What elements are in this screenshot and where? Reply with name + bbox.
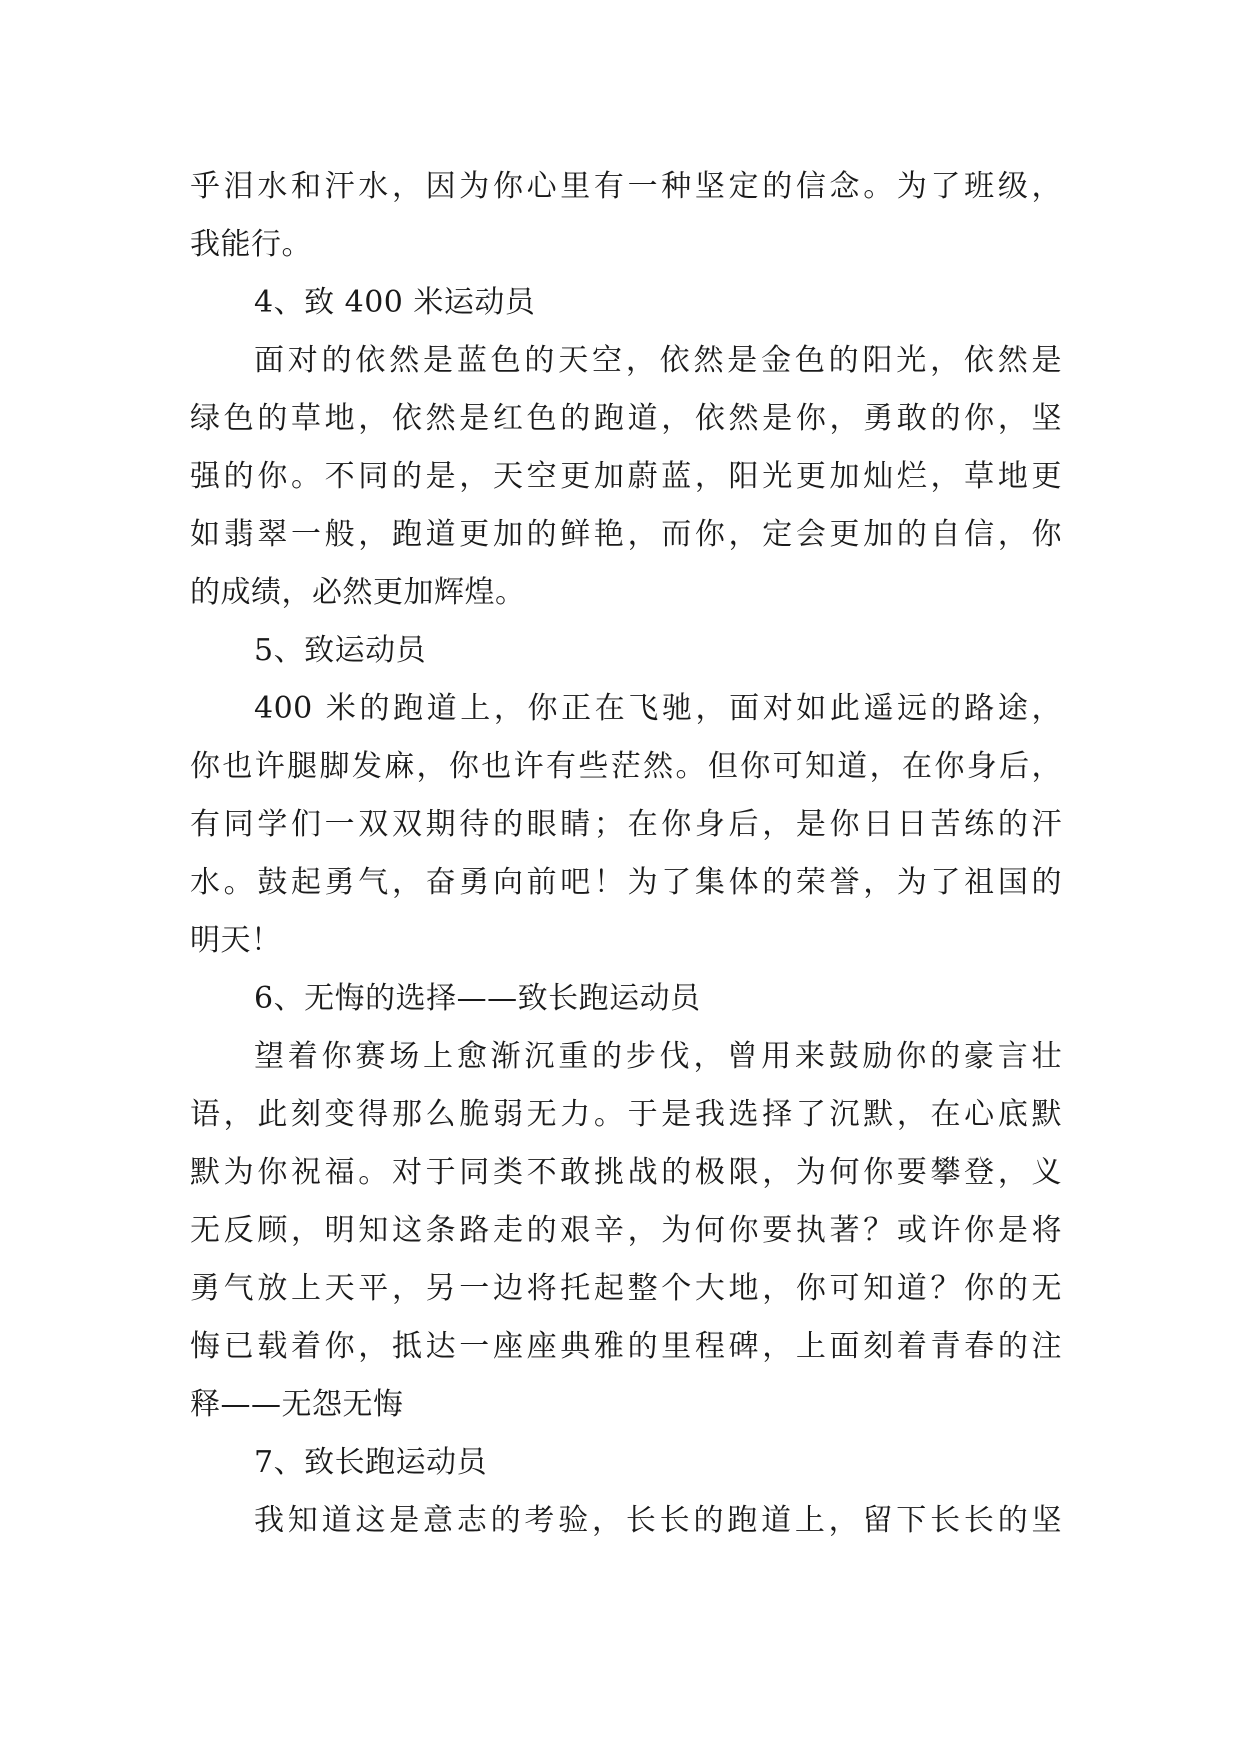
text-line: 面对的依然是蓝色的天空，依然是金色的阳光，依然是	[254, 343, 1062, 378]
text-line: 的成绩，必然更加辉煌。	[190, 575, 526, 610]
section-heading: 7、致长跑运动员	[254, 1445, 488, 1480]
section-heading: 6、无悔的选择——致长跑运动员	[254, 981, 701, 1016]
text-line: 明天！	[190, 923, 282, 958]
text-line: 勇气放上天平，另一边将托起整个大地，你可知道？你的无	[190, 1271, 1062, 1306]
text-line: 释——无怨无悔	[190, 1387, 404, 1422]
document-body	[190, 158, 1062, 1550]
text-line: 无反顾，明知这条路走的艰辛，为何你要执著？或许你是将	[190, 1213, 1062, 1248]
text-line: 水。鼓起勇气，奋勇向前吧！为了集体的荣誉，为了祖国的	[190, 865, 1062, 900]
text-line: 有同学们一双双期待的眼睛；在你身后，是你日日苦练的汗	[190, 807, 1062, 842]
text-line: 绿色的草地，依然是红色的跑道，依然是你，勇敢的你，坚	[190, 401, 1062, 436]
text-line: 语，此刻变得那么脆弱无力。于是我选择了沉默，在心底默	[190, 1097, 1062, 1132]
text-line: 强的你。不同的是，天空更加蔚蓝，阳光更加灿烂，草地更	[190, 459, 1062, 494]
text-line: 你也许腿脚发麻，你也许有些茫然。但你可知道，在你身后，	[190, 749, 1062, 784]
section-heading: 4、致 400 米运动员	[254, 285, 536, 320]
text-line: 我知道这是意志的考验，长长的跑道上，留下长长的坚	[254, 1503, 1062, 1538]
text-line: 悔已载着你，抵达一座座典雅的里程碑，上面刻着青春的注	[190, 1329, 1062, 1364]
section-heading: 5、致运动员	[254, 633, 427, 668]
text-line: 我能行。	[190, 227, 312, 262]
text-line: 400 米的跑道上，你正在飞驰，面对如此遥远的路途，	[254, 691, 1062, 726]
text-line: 如翡翠一般，跑道更加的鲜艳，而你，定会更加的自信，你	[190, 517, 1062, 552]
text-line: 望着你赛场上愈渐沉重的步伐，曾用来鼓励你的豪言壮	[254, 1039, 1062, 1074]
text-line: 乎泪水和汗水，因为你心里有一种坚定的信念。为了班级，	[190, 169, 1062, 204]
text-line: 默为你祝福。对于同类不敢挑战的极限，为何你要攀登，义	[190, 1155, 1062, 1190]
